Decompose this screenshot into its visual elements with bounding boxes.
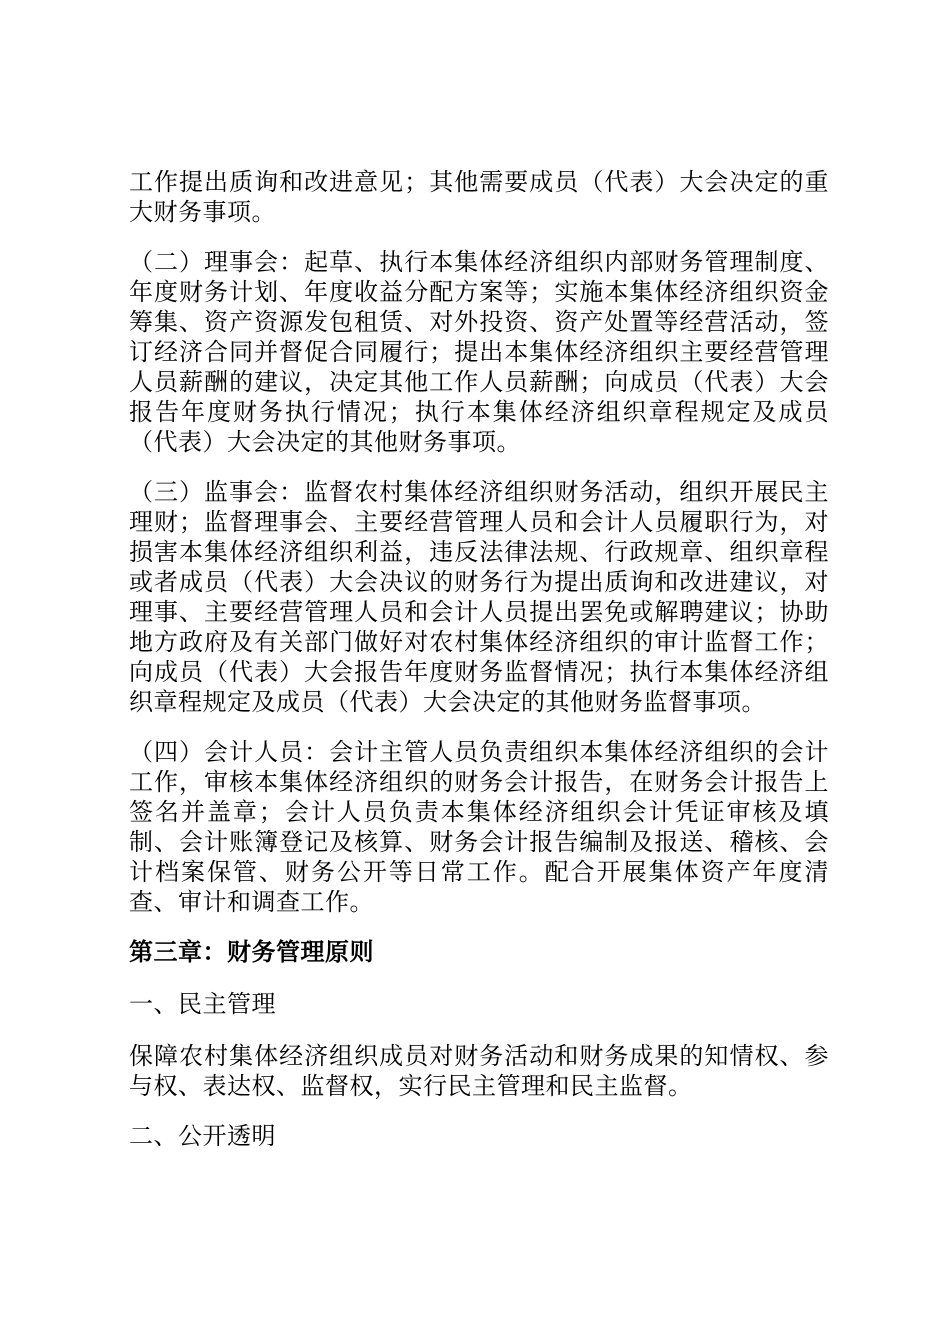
paragraph-accountants: （四）会计人员：会计主管人员负责组织本集体经济组织的会计工作，审核本集体经济组织的财务会计报告，在财务会计报告上签名并盖章；会计人员负责本集体经济组织会计凭证审核及填制、会计账簿登记及核算、财务会计报告编制及报送、稽核、会计档案保管、财务公开等日常工作。配合开展集体资产年度清查、审计和调查工作。: [129, 738, 829, 916]
section-heading-transparency: 二、公开透明: [129, 1122, 276, 1150]
paragraph-supervisory-board: （三）监事会：监督农村集体经济组织财务活动，组织开展民主理财；监督理事会、主要经营管理人员和会计人员履职行为，对损害本集体经济组织利益，违反法律法规、行政规章、组织章程或者成员（代表）大会决议的财务行为提出质询和改进建议，对理事、主要经营管理人员和会计人员提出罢免或解聘建议；协助地方政府及有关部门做好对农村集体经济组织的审计监督工作；向成员（代表）大会报告年度财务监督情况；执行本集体经济组织章程规定及成员（代表）大会决定的其他财务监督事项。: [129, 478, 829, 716]
paragraph-council: （二）理事会：起草、执行本集体经济组织内部财务管理制度、年度财务计划、年度收益分配方案等；实施本集体经济组织资金筹集、资产资源发包租赁、对外投资、资产处置等经营活动，签订经济合同并督促合同履行；提出本集体经济组织主要经营管理人员薪酬的建议，决定其他工作人员薪酬；向成员（代表）大会报告年度财务执行情况；执行本集体经济组织章程规定及成员（代表）大会决定的其他财务事项。: [129, 248, 829, 456]
chapter-heading: 第三章：财务管理原则: [129, 938, 374, 966]
section-heading-democratic-management: 一、民主管理: [129, 990, 276, 1018]
paragraph-democratic-management: 保障农村集体经济组织成员对财务活动和财务成果的知情权、参与权、表达权、监督权，实行民主管理和民主监督。: [129, 1042, 829, 1100]
paragraph-members-assembly-continued: 工作提出质询和改进意见；其他需要成员（代表）大会决定的重大财务事项。: [129, 168, 829, 226]
document-page: [129, 167, 829, 1173]
